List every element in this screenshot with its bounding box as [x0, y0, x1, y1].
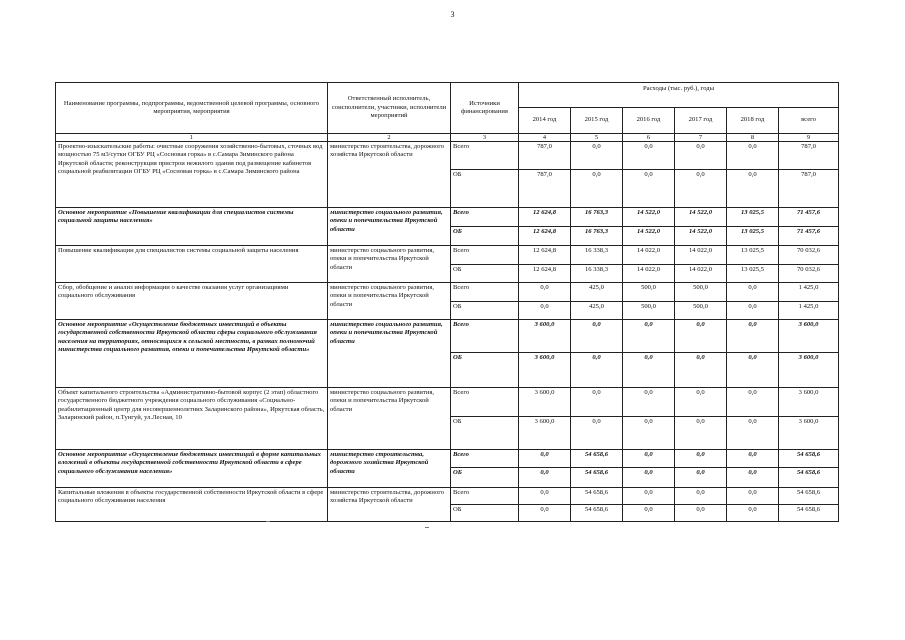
header-expenses: Расходы (тыс. руб.), годы — [519, 83, 839, 108]
year-value: 0,0 — [571, 142, 623, 170]
header-total: всего — [779, 108, 839, 134]
total-value: 3 600,0 — [779, 388, 839, 417]
year-value: 500,0 — [623, 302, 675, 320]
table-row — [56, 450, 839, 468]
year-value: 0,0 — [675, 320, 727, 353]
year-value: 0,0 — [675, 450, 727, 468]
table-row — [56, 283, 839, 302]
year-value: 0,0 — [675, 488, 727, 505]
year-value: 0,0 — [571, 320, 623, 353]
table-row — [56, 142, 839, 170]
year-value: 14 522,0 — [675, 227, 727, 246]
total-value: 54 658,6 — [779, 488, 839, 505]
table-row — [56, 488, 839, 505]
responsible-executor: министерство социального развития, опеки и попечительства Иркутской области — [328, 283, 451, 320]
year-value: 0,0 — [519, 468, 571, 488]
column-number: 1 — [56, 134, 328, 142]
table-row — [56, 320, 839, 353]
funding-source: ОБ — [451, 353, 519, 388]
year-value: 54 658,6 — [571, 505, 623, 522]
year-value: 16 763,3 — [571, 208, 623, 227]
column-number: 2 — [328, 134, 451, 142]
year-value: 0,0 — [675, 142, 727, 170]
year-value: 0,0 — [727, 353, 779, 388]
funding-source: Всего — [451, 488, 519, 505]
column-number: 7 — [675, 134, 727, 142]
header-year: 2017 год — [675, 108, 727, 134]
total-value: 3 600,0 — [779, 353, 839, 388]
responsible-executor: министерство строительства, дорожного хозяйства Иркутской области — [328, 142, 451, 208]
header-year: 2014 год — [519, 108, 571, 134]
year-value: 14 022,0 — [623, 265, 675, 283]
activity-name: Проектно-изыскательские работы: очистные сооружения хозяйственно-бытовых, сточных вод мощностью 75 м3/сутки ОГБУ РЦ «Сосновая горка» в с.Самара Зиминского района Иркутской области; реконструкция пристрои нежилого здания под размещение кабинетов социальной реабилитации ОГБУ РЦ «Сосновая горка» в с.Самара Зиминского района — [56, 142, 328, 208]
year-value: 0,0 — [675, 468, 727, 488]
table-row — [56, 208, 839, 227]
funding-source: ОБ — [451, 227, 519, 246]
page-number: 3 — [450, 10, 455, 19]
funding-source: ОБ — [451, 505, 519, 522]
year-value: 0,0 — [727, 388, 779, 417]
responsible-executor: министерство социального развития, опеки и попечительства Иркутской области — [328, 320, 451, 388]
year-value: 0,0 — [623, 388, 675, 417]
funding-source: ОБ — [451, 265, 519, 283]
responsible-executor: министерство социального развития, опеки и попечительства Иркутской области — [328, 208, 451, 246]
funding-source: Всего — [451, 320, 519, 353]
header-row-1 — [56, 83, 839, 108]
activity-name: Основное мероприятие «Повышение квалификации для специалистов системы социальной защиты населения» — [56, 208, 328, 246]
year-value: 0,0 — [623, 170, 675, 208]
scan-speck — [425, 527, 429, 528]
year-value: 3 600,0 — [519, 353, 571, 388]
total-value: 1 425,0 — [779, 283, 839, 302]
year-value: 0,0 — [675, 417, 727, 450]
header-responsible: Ответственный исполнитель, соисполнители, участники, исполнители мероприятий — [328, 83, 451, 134]
year-value: 0,0 — [623, 417, 675, 450]
column-number: 9 — [779, 134, 839, 142]
year-value: 16 338,3 — [571, 246, 623, 265]
year-value: 0,0 — [623, 353, 675, 388]
total-value: 54 658,6 — [779, 505, 839, 522]
funding-source: Всего — [451, 208, 519, 227]
year-value: 0,0 — [519, 488, 571, 505]
year-value: 3 600,0 — [519, 417, 571, 450]
header-source: Источники финансирования — [451, 83, 519, 134]
total-value: 54 658,6 — [779, 468, 839, 488]
funding-source: ОБ — [451, 170, 519, 208]
year-value: 0,0 — [727, 320, 779, 353]
year-value: 0,0 — [675, 388, 727, 417]
year-value: 0,0 — [675, 170, 727, 208]
year-value: 0,0 — [727, 417, 779, 450]
year-value: 0,0 — [727, 488, 779, 505]
year-value: 14 522,0 — [675, 208, 727, 227]
total-value: 1 425,0 — [779, 302, 839, 320]
year-value: 0,0 — [623, 488, 675, 505]
year-value: 16 763,3 — [571, 227, 623, 246]
year-value: 54 658,6 — [571, 468, 623, 488]
responsible-executor: министерство строительства, дорожного хозяйства Иркутской области — [328, 450, 451, 488]
year-value: 0,0 — [727, 302, 779, 320]
year-value: 0,0 — [623, 142, 675, 170]
column-number: 3 — [451, 134, 519, 142]
header-year: 2016 год — [623, 108, 675, 134]
year-value: 16 338,3 — [571, 265, 623, 283]
header-year: 2015 год — [571, 108, 623, 134]
total-value: 70 032,6 — [779, 246, 839, 265]
year-value: 14 522,0 — [623, 208, 675, 227]
year-value: 14 022,0 — [675, 246, 727, 265]
header-year: 2018 год — [727, 108, 779, 134]
funding-source: Всего — [451, 142, 519, 170]
year-value: 54 658,6 — [571, 450, 623, 468]
year-value: 13 025,5 — [727, 246, 779, 265]
year-value: 54 658,6 — [571, 488, 623, 505]
year-value: 0,0 — [571, 417, 623, 450]
total-value: 70 032,6 — [779, 265, 839, 283]
year-value: 500,0 — [675, 283, 727, 302]
year-value: 0,0 — [727, 142, 779, 170]
scan-speck — [266, 521, 270, 522]
year-value: 12 624,8 — [519, 246, 571, 265]
total-value: 54 658,6 — [779, 450, 839, 468]
funding-source: Всего — [451, 450, 519, 468]
year-value: 0,0 — [519, 505, 571, 522]
activity-name: Основное мероприятие «Осуществление бюджетных инвестиций в объекты государственной собственности Иркутской области сферы социального обслуживания населения на территориях, относящихся к сельской местности, в рамках полномочий министерства социального развития, опеки и попечительства Иркутской области» — [56, 320, 328, 388]
activity-name: Капитальные вложения в объекты государственной собственности Иркутской области в сфере социального обслуживания населения — [56, 488, 328, 522]
year-value: 14 522,0 — [623, 227, 675, 246]
total-value: 3 600,0 — [779, 417, 839, 450]
year-value: 0,0 — [727, 170, 779, 208]
year-value: 0,0 — [519, 302, 571, 320]
total-value: 71 457,6 — [779, 208, 839, 227]
year-value: 500,0 — [675, 302, 727, 320]
funding-source: Всего — [451, 388, 519, 417]
column-number: 5 — [571, 134, 623, 142]
funding-source: ОБ — [451, 417, 519, 450]
funding-source: ОБ — [451, 468, 519, 488]
year-value: 0,0 — [623, 505, 675, 522]
year-value: 12 624,8 — [519, 208, 571, 227]
year-value: 0,0 — [727, 505, 779, 522]
year-value: 13 025,5 — [727, 208, 779, 227]
year-value: 0,0 — [675, 353, 727, 388]
total-value: 787,0 — [779, 142, 839, 170]
year-value: 425,0 — [571, 302, 623, 320]
total-value: 787,0 — [779, 170, 839, 208]
year-value: 0,0 — [571, 388, 623, 417]
year-value: 0,0 — [623, 320, 675, 353]
year-value: 13 025,5 — [727, 265, 779, 283]
year-value: 787,0 — [519, 170, 571, 208]
year-value: 0,0 — [623, 450, 675, 468]
column-number: 8 — [727, 134, 779, 142]
year-value: 0,0 — [519, 283, 571, 302]
table-row — [56, 246, 839, 265]
year-value: 0,0 — [727, 283, 779, 302]
year-value: 0,0 — [675, 505, 727, 522]
column-number: 4 — [519, 134, 571, 142]
table-row — [56, 388, 839, 417]
activity-name: Повышение квалификации для специалистов системы социальной защиты населения — [56, 246, 328, 283]
year-value: 0,0 — [727, 468, 779, 488]
year-value: 500,0 — [623, 283, 675, 302]
expenses-table — [55, 82, 839, 522]
year-value: 0,0 — [571, 170, 623, 208]
funding-source: Всего — [451, 246, 519, 265]
year-value: 425,0 — [571, 283, 623, 302]
year-value: 0,0 — [727, 450, 779, 468]
year-value: 3 600,0 — [519, 388, 571, 417]
year-value: 12 624,8 — [519, 265, 571, 283]
header-name: Наименование программы, подпрограммы, ведомственной целевой программы, основного мероприятия, мероприятия — [56, 83, 328, 134]
year-value: 0,0 — [519, 450, 571, 468]
responsible-executor: министерство социального развития, опеки и попечительства Иркутской области — [328, 246, 451, 283]
year-value: 3 600,0 — [519, 320, 571, 353]
year-value: 0,0 — [571, 353, 623, 388]
total-value: 3 600,0 — [779, 320, 839, 353]
year-value: 13 025,5 — [727, 227, 779, 246]
total-value: 71 457,6 — [779, 227, 839, 246]
responsible-executor: министерство строительства, дорожного хозяйства Иркутской области — [328, 488, 451, 522]
activity-name: Сбор, обобщение и анализ информации о качестве оказания услуг организациями социального обслуживания — [56, 283, 328, 320]
activity-name: Основное мероприятие «Осуществление бюджетных инвестиций в форме капитальных вложений в объекты государственной собственности Иркутской области в сфере социального обслуживания населения» — [56, 450, 328, 488]
year-value: 787,0 — [519, 142, 571, 170]
year-value: 14 022,0 — [675, 265, 727, 283]
year-value: 0,0 — [623, 468, 675, 488]
year-value: 14 022,0 — [623, 246, 675, 265]
column-number-row — [56, 134, 839, 142]
funding-source: Всего — [451, 283, 519, 302]
activity-name: Объект капитального строительства «Административно-бытовой корпус (2 этап) областного государственного бюджетного учреждения социального обслуживания «Социально-реабилитационный центр для несовершеннолетних Заларинского района», Иркутская область, Заларинский район, п.Тунгуй, ул.Лесная, 10 — [56, 388, 328, 450]
responsible-executor: министерство социального развития, опеки и попечительства Иркутской области — [328, 388, 451, 450]
funding-source: ОБ — [451, 302, 519, 320]
column-number: 6 — [623, 134, 675, 142]
year-value: 12 624,8 — [519, 227, 571, 246]
